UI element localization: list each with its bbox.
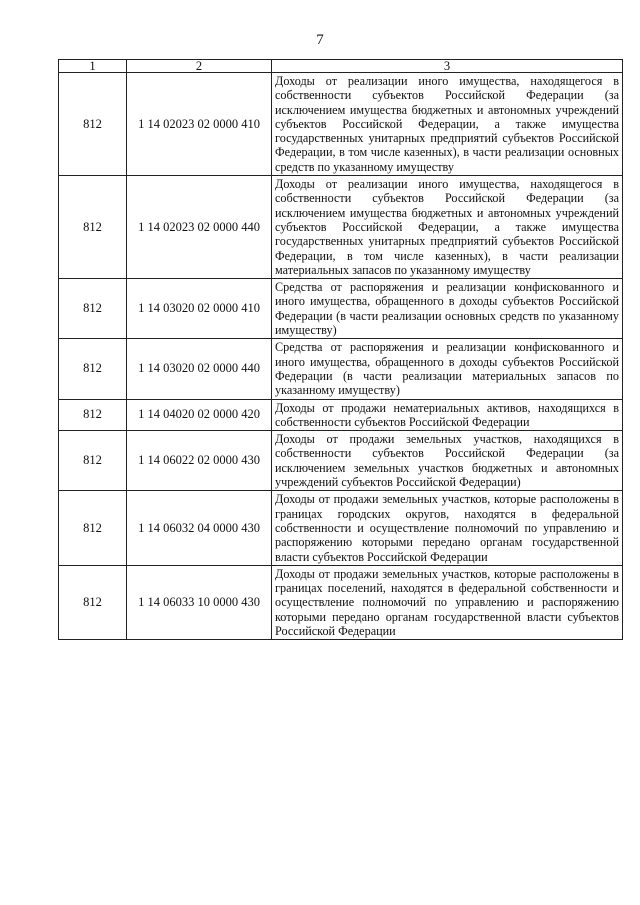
- revenue-description-cell: Доходы от продажи нематериальных активов, находящихся в собственности субъектов Российской Федерации: [272, 399, 623, 431]
- revenue-description-cell: Доходы от продажи земельных участков, находящихся в собственности субъектов Российской Федерации (за исключением земельных участков бюджетных и автономных учреждений субъектов Российской Федерации): [272, 431, 623, 491]
- budget-classification-code-cell: 1 14 06033 10 0000 430: [127, 565, 272, 639]
- page-number: 7: [316, 32, 324, 48]
- table-row: [59, 73, 623, 176]
- admin-code-cell: 812: [59, 565, 127, 639]
- table-row: [59, 491, 623, 565]
- revenue-codes-table: [58, 59, 623, 640]
- admin-code-cell: 812: [59, 339, 127, 399]
- revenue-description-cell: Доходы от реализации иного имущества, находящегося в собственности субъектов Российской Федерации (за исключением имущества бюджетных и автономных учреждений субъектов Российской Федерации, а также имущества государственных унитарных предприятий субъектов Российской Федерации, в том числе казенных), в части реализации основных средств по указанному имуществу: [272, 73, 623, 176]
- budget-classification-code-cell: 1 14 02023 02 0000 440: [127, 176, 272, 279]
- budget-classification-code-cell: 1 14 03020 02 0000 440: [127, 339, 272, 399]
- table-row: [59, 431, 623, 491]
- admin-code-cell: 812: [59, 431, 127, 491]
- budget-classification-code-cell: 1 14 06022 02 0000 430: [127, 431, 272, 491]
- table-row: [59, 279, 623, 339]
- table-row: [59, 565, 623, 639]
- revenue-description-cell: Доходы от продажи земельных участков, которые расположены в границах поселений, находятся в федеральной собственности и осуществление полномочий по управлению и распоряжению которыми передано органам государственной власти субъектов Российской Федерации: [272, 565, 623, 639]
- budget-classification-code-cell: 1 14 02023 02 0000 410: [127, 73, 272, 176]
- table-header-row: [59, 60, 623, 73]
- revenue-description-cell: Доходы от реализации иного имущества, находящегося в собственности субъектов Российской Федерации (за исключением имущества бюджетных и автономных учреждений субъектов Российской Федерации, а также имущества государственных унитарных предприятий субъектов Российской Федерации, в том числе казенных), в части реализации материальных запасов по указанному имуществу: [272, 176, 623, 279]
- budget-classification-code-cell: 1 14 03020 02 0000 410: [127, 279, 272, 339]
- budget-classification-code-cell: 1 14 04020 02 0000 420: [127, 399, 272, 431]
- table-row: [59, 176, 623, 279]
- column-header-2: 2: [127, 60, 272, 73]
- column-header-1: 1: [59, 60, 127, 73]
- revenue-description-cell: Средства от распоряжения и реализации конфискованного и иного имущества, обращенного в доходы субъектов Российской Федерации (в части реализации основных средств по указанному имуществу): [272, 279, 623, 339]
- table-row: [59, 339, 623, 399]
- admin-code-cell: 812: [59, 279, 127, 339]
- budget-classification-code-cell: 1 14 06032 04 0000 430: [127, 491, 272, 565]
- column-header-3: 3: [272, 60, 623, 73]
- revenue-description-cell: Доходы от продажи земельных участков, которые расположены в границах городских округов, находятся в федеральной собственности и осуществление полномочий по управлению и распоряжению которыми передано органам государственной власти субъектов Российской Федерации: [272, 491, 623, 565]
- revenue-description-cell: Средства от распоряжения и реализации конфискованного и иного имущества, обращенного в доходы субъектов Российской Федерации (в части реализации материальных запасов по указанному имуществу): [272, 339, 623, 399]
- table-row: [59, 399, 623, 431]
- admin-code-cell: 812: [59, 73, 127, 176]
- admin-code-cell: 812: [59, 176, 127, 279]
- admin-code-cell: 812: [59, 491, 127, 565]
- admin-code-cell: 812: [59, 399, 127, 431]
